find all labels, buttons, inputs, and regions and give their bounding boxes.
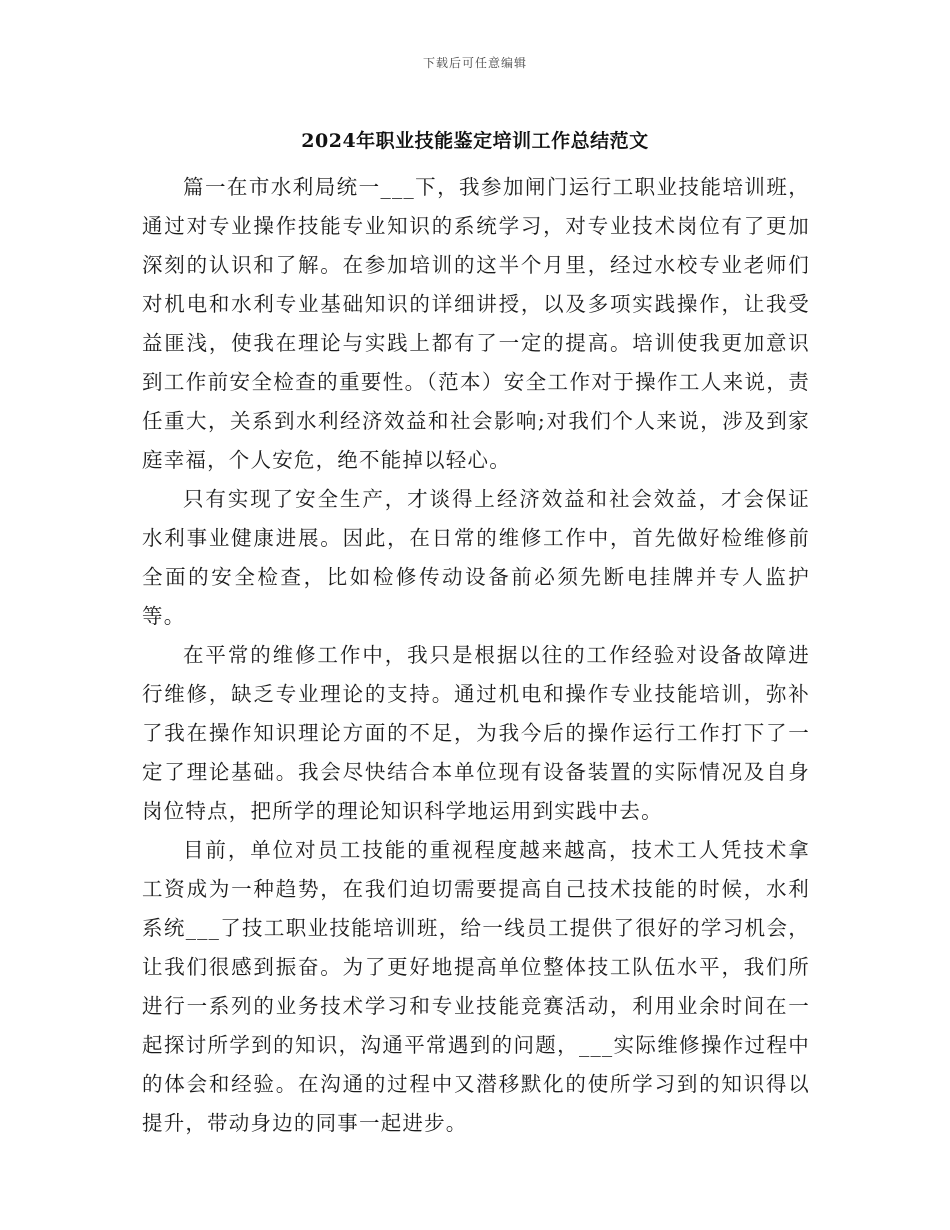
paragraph-3: 在平常的维修工作中，我只是根据以往的工作经验对设备故障进行维修，缺乏专业理论的支持。通过机电和操作专业技能培训，弥补了我在操作知识理论方面的不足，为我今后的操作运行工作打下了一定了理论基础。我会尽快结合本单位现有设备装置的实际情况及自身岗位特点，把所学的理论知识科学地运用到实践中去。 — [142, 643, 810, 823]
paragraph-4: 目前，单位对员工技能的重视程度越来越高，技术工人凭技术拿工资成为一种趋势，在我们迫切需要提高自己技术技能的时候，水利系统___了技工职业技能培训班，给一线员工提供了很好的学习机会，让我们很感到振奋。为了更好地提高单位整体技工队伍水平，我们所进行一系列的业务技术学习和专业技能竞赛活动，利用业余时间在一起探讨所学到的知识，沟通平常遇到的问题，___实际维修操作过程中的体会和经验。在沟通的过程中又潜移默化的使所学习到的知识得以提升，带动身边的同事一起进步。 — [142, 838, 810, 1135]
paragraph-2: 只有实现了安全生产，才谈得上经济效益和社会效益，才会保证水利事业健康进展。因此，在日常的维修工作中，首先做好检维修前全面的安全检查，比如检修传动设备前必须先断电挂牌并专人监护等。 — [142, 487, 810, 628]
paragraph-1: 篇一在市水利局统一___下，我参加闸门运行工职业技能培训班，通过对专业操作技能专业知识的系统学习，对专业技术岗位有了更加深刻的认识和了解。在参加培训的这半个月里，经过水校专业老师们对机电和水利专业基础知识的详细讲授，以及多项实践操作，让我受益匪浅，使我在理论与实践上都有了一定的提高。培训使我更加意识到工作前安全检查的重要性。（范本）安全工作对于操作工人来说，责任重大，关系到水利经济效益和社会影响;对我们个人来说，涉及到家庭幸福，个人安危，绝不能掉以轻心。 — [142, 175, 810, 472]
header-note: 下载后可任意编辑 — [422, 56, 527, 70]
document-title: 2024年职业技能鉴定培训工作总结范文 — [301, 130, 649, 152]
document-body — [142, 168, 810, 1143]
